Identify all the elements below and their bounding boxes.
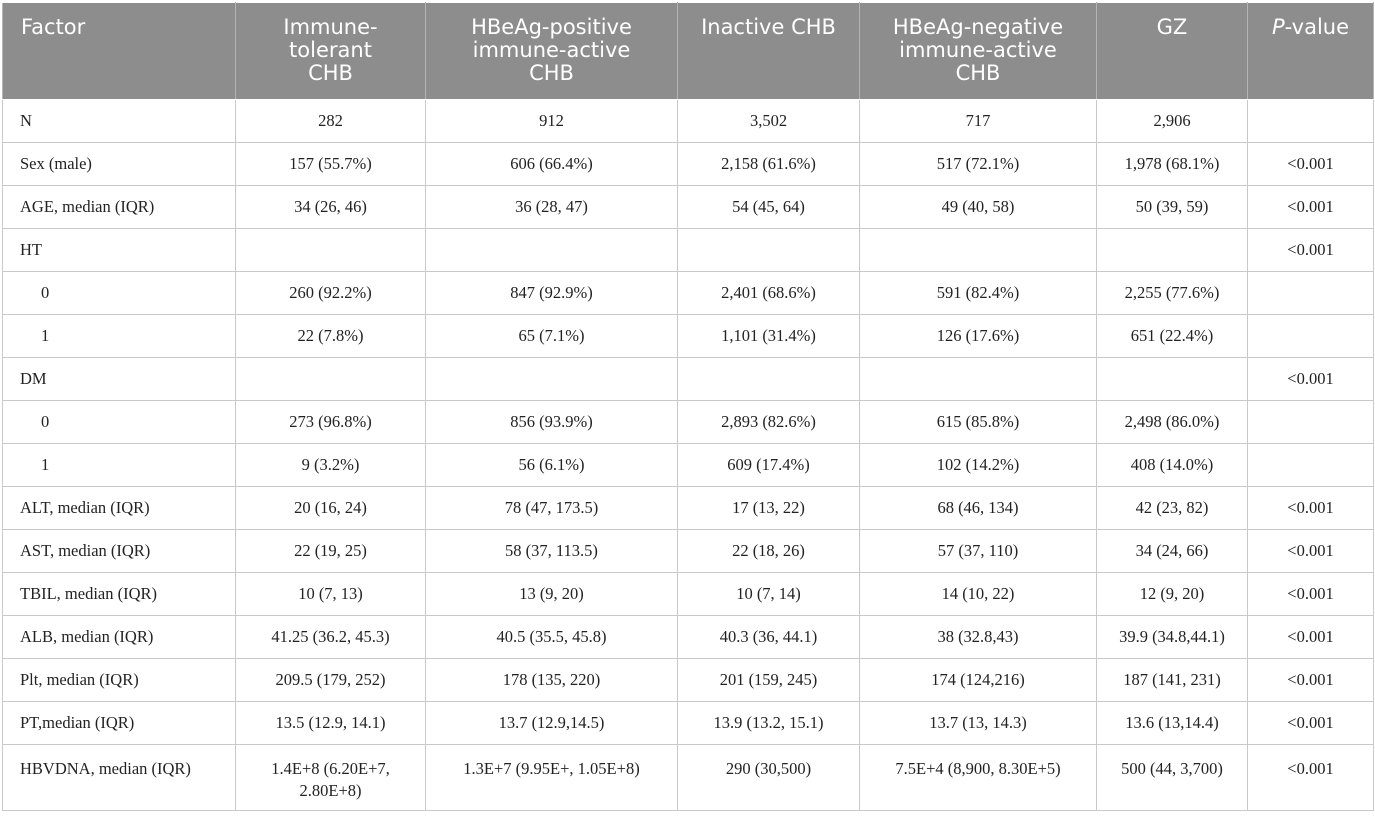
value-cell: 847 (92.9%) xyxy=(426,272,678,315)
value-cell: 38 (32.8,43) xyxy=(860,616,1097,659)
p-value-cell xyxy=(1248,315,1374,358)
factor-cell: TBIL, median (IQR) xyxy=(3,573,236,616)
table-row xyxy=(3,745,1374,811)
header-hbeag-negative xyxy=(860,3,1097,100)
table-row xyxy=(3,229,1374,272)
header-line: immune-active xyxy=(899,38,1057,62)
value-cell: 17 (13, 22) xyxy=(678,487,860,530)
value-cell: 2,498 (86.0%) xyxy=(1097,401,1248,444)
header-immune-tolerant xyxy=(236,3,426,100)
value-cell: 606 (66.4%) xyxy=(426,143,678,186)
value-cell: 78 (47, 173.5) xyxy=(426,487,678,530)
value-cell xyxy=(860,229,1097,272)
value-cell: 615 (85.8%) xyxy=(860,401,1097,444)
value-cell: 1,101 (31.4%) xyxy=(678,315,860,358)
value-cell: 609 (17.4%) xyxy=(678,444,860,487)
value-cell: 40.5 (35.5, 45.8) xyxy=(426,616,678,659)
table-row xyxy=(3,487,1374,530)
value-cell: 126 (17.6%) xyxy=(860,315,1097,358)
table-row xyxy=(3,315,1374,358)
header-p-italic: P xyxy=(1271,15,1285,39)
header-inactive-chb: Inactive CHB xyxy=(678,3,860,100)
header-hbeag-positive xyxy=(426,3,678,100)
table-row xyxy=(3,573,1374,616)
value-cell: 2,158 (61.6%) xyxy=(678,143,860,186)
value-cell: 9 (3.2%) xyxy=(236,444,426,487)
value-cell: 56 (6.1%) xyxy=(426,444,678,487)
p-value-cell xyxy=(1248,272,1374,315)
value-cell: 13.6 (13,14.4) xyxy=(1097,702,1248,745)
value-cell: 1,978 (68.1%) xyxy=(1097,143,1248,186)
table-row xyxy=(3,530,1374,573)
table-row xyxy=(3,143,1374,186)
value-cell: 157 (55.7%) xyxy=(236,143,426,186)
header-line: immune-active xyxy=(472,38,631,62)
value-cell: 13.5 (12.9, 14.1) xyxy=(236,702,426,745)
factor-cell: PT,median (IQR) xyxy=(3,702,236,745)
value-cell: 2,893 (82.6%) xyxy=(678,401,860,444)
p-value-cell: <0.001 xyxy=(1248,702,1374,745)
value-cell: 13.7 (13, 14.3) xyxy=(860,702,1097,745)
factor-cell: HBVDNA, median (IQR) xyxy=(3,745,236,811)
value-cell: 282 xyxy=(236,100,426,143)
factor-cell: N xyxy=(3,100,236,143)
table-row xyxy=(3,186,1374,229)
value-cell: 2,255 (77.6%) xyxy=(1097,272,1248,315)
value-cell: 912 xyxy=(426,100,678,143)
header-factor: Factor xyxy=(3,3,236,100)
value-cell: 260 (92.2%) xyxy=(236,272,426,315)
p-value-cell: <0.001 xyxy=(1248,186,1374,229)
value-cell xyxy=(426,229,678,272)
p-value-cell: <0.001 xyxy=(1248,487,1374,530)
value-cell xyxy=(236,358,426,401)
value-cell: 40.3 (36, 44.1) xyxy=(678,616,860,659)
value-cell: 209.5 (179, 252) xyxy=(236,659,426,702)
value-cell xyxy=(236,229,426,272)
header-line: HBeAg-negative xyxy=(892,15,1064,39)
value-cell: 178 (135, 220) xyxy=(426,659,678,702)
p-value-cell: <0.001 xyxy=(1248,358,1374,401)
table-row xyxy=(3,100,1374,143)
value-cell xyxy=(1097,358,1248,401)
factor-cell: Sex (male) xyxy=(3,143,236,186)
table-row xyxy=(3,401,1374,444)
table-row xyxy=(3,358,1374,401)
factor-cell: 1 xyxy=(3,444,236,487)
value-cell: 856 (93.9%) xyxy=(426,401,678,444)
value-cell: 14 (10, 22) xyxy=(860,573,1097,616)
value-cell: 49 (40, 58) xyxy=(860,186,1097,229)
table-row xyxy=(3,272,1374,315)
header-line: tolerant xyxy=(289,38,372,62)
value-cell xyxy=(678,229,860,272)
baseline-characteristics-table xyxy=(2,2,1374,811)
value-cell: 591 (82.4%) xyxy=(860,272,1097,315)
p-value-cell xyxy=(1248,100,1374,143)
p-value-cell: <0.001 xyxy=(1248,616,1374,659)
value-cell: 273 (96.8%) xyxy=(236,401,426,444)
header-line: CHB xyxy=(529,61,574,85)
value-cell: 50 (39, 59) xyxy=(1097,186,1248,229)
value-cell: 517 (72.1%) xyxy=(860,143,1097,186)
value-cell: 174 (124,216) xyxy=(860,659,1097,702)
value-cell: 57 (37, 110) xyxy=(860,530,1097,573)
value-cell: 13 (9, 20) xyxy=(426,573,678,616)
factor-cell: 1 xyxy=(3,315,236,358)
value-cell: 41.25 (36.2, 45.3) xyxy=(236,616,426,659)
value-cell: 36 (28, 47) xyxy=(426,186,678,229)
value-cell: 10 (7, 13) xyxy=(236,573,426,616)
p-value-cell: <0.001 xyxy=(1248,229,1374,272)
p-value-cell: <0.001 xyxy=(1248,573,1374,616)
value-cell xyxy=(860,358,1097,401)
factor-cell: AGE, median (IQR) xyxy=(3,186,236,229)
value-cell: 290 (30,500) xyxy=(678,745,860,811)
value-cell xyxy=(1097,229,1248,272)
factor-cell: DM xyxy=(3,358,236,401)
value-cell: 22 (19, 25) xyxy=(236,530,426,573)
value-cell: 34 (24, 66) xyxy=(1097,530,1248,573)
header-row xyxy=(3,3,1374,100)
value-cell: 20 (16, 24) xyxy=(236,487,426,530)
value-cell: 22 (7.8%) xyxy=(236,315,426,358)
value-cell: 39.9 (34.8,44.1) xyxy=(1097,616,1248,659)
value-cell: 34 (26, 46) xyxy=(236,186,426,229)
value-cell xyxy=(678,358,860,401)
factor-cell: ALT, median (IQR) xyxy=(3,487,236,530)
table-row xyxy=(3,444,1374,487)
value-cell: 22 (18, 26) xyxy=(678,530,860,573)
value-cell: 102 (14.2%) xyxy=(860,444,1097,487)
value-cell: 717 xyxy=(860,100,1097,143)
value-cell: 3,502 xyxy=(678,100,860,143)
value-cell: 54 (45, 64) xyxy=(678,186,860,229)
value-cell: 58 (37, 113.5) xyxy=(426,530,678,573)
value-cell: 2,906 xyxy=(1097,100,1248,143)
p-value-cell xyxy=(1248,444,1374,487)
p-value-cell xyxy=(1248,401,1374,444)
factor-cell: AST, median (IQR) xyxy=(3,530,236,573)
factor-cell: ALB, median (IQR) xyxy=(3,616,236,659)
p-value-cell: <0.001 xyxy=(1248,143,1374,186)
header-line: Immune- xyxy=(283,15,378,39)
header-line: CHB xyxy=(955,61,1001,85)
p-value-cell: <0.001 xyxy=(1248,745,1374,811)
p-value-cell: <0.001 xyxy=(1248,530,1374,573)
factor-cell: HT xyxy=(3,229,236,272)
value-cell: 10 (7, 14) xyxy=(678,573,860,616)
factor-cell: 0 xyxy=(3,272,236,315)
value-cell: 1.4E+8 (6.20E+7, 2.80E+8) xyxy=(236,745,426,811)
value-cell: 13.9 (13.2, 15.1) xyxy=(678,702,860,745)
value-cell: 42 (23, 82) xyxy=(1097,487,1248,530)
value-cell: 12 (9, 20) xyxy=(1097,573,1248,616)
value-cell: 651 (22.4%) xyxy=(1097,315,1248,358)
header-p-rest: -value xyxy=(1284,15,1350,39)
p-value-cell: <0.001 xyxy=(1248,659,1374,702)
value-cell xyxy=(426,358,678,401)
table-body xyxy=(3,100,1374,811)
header-line: HBeAg-positive xyxy=(471,15,632,39)
value-cell: 187 (141, 231) xyxy=(1097,659,1248,702)
value-cell: 68 (46, 134) xyxy=(860,487,1097,530)
table-row xyxy=(3,616,1374,659)
header-p-value xyxy=(1248,3,1374,100)
header-gz: GZ xyxy=(1097,3,1248,100)
value-cell: 500 (44, 3,700) xyxy=(1097,745,1248,811)
factor-cell: Plt, median (IQR) xyxy=(3,659,236,702)
value-cell: 408 (14.0%) xyxy=(1097,444,1248,487)
value-cell: 65 (7.1%) xyxy=(426,315,678,358)
value-cell: 1.3E+7 (9.95E+, 1.05E+8) xyxy=(426,745,678,811)
table-row xyxy=(3,659,1374,702)
header-line: CHB xyxy=(308,61,353,85)
table-row xyxy=(3,702,1374,745)
value-cell: 7.5E+4 (8,900, 8.30E+5) xyxy=(860,745,1097,811)
value-cell: 201 (159, 245) xyxy=(678,659,860,702)
value-cell: 2,401 (68.6%) xyxy=(678,272,860,315)
factor-cell: 0 xyxy=(3,401,236,444)
value-cell: 13.7 (12.9,14.5) xyxy=(426,702,678,745)
